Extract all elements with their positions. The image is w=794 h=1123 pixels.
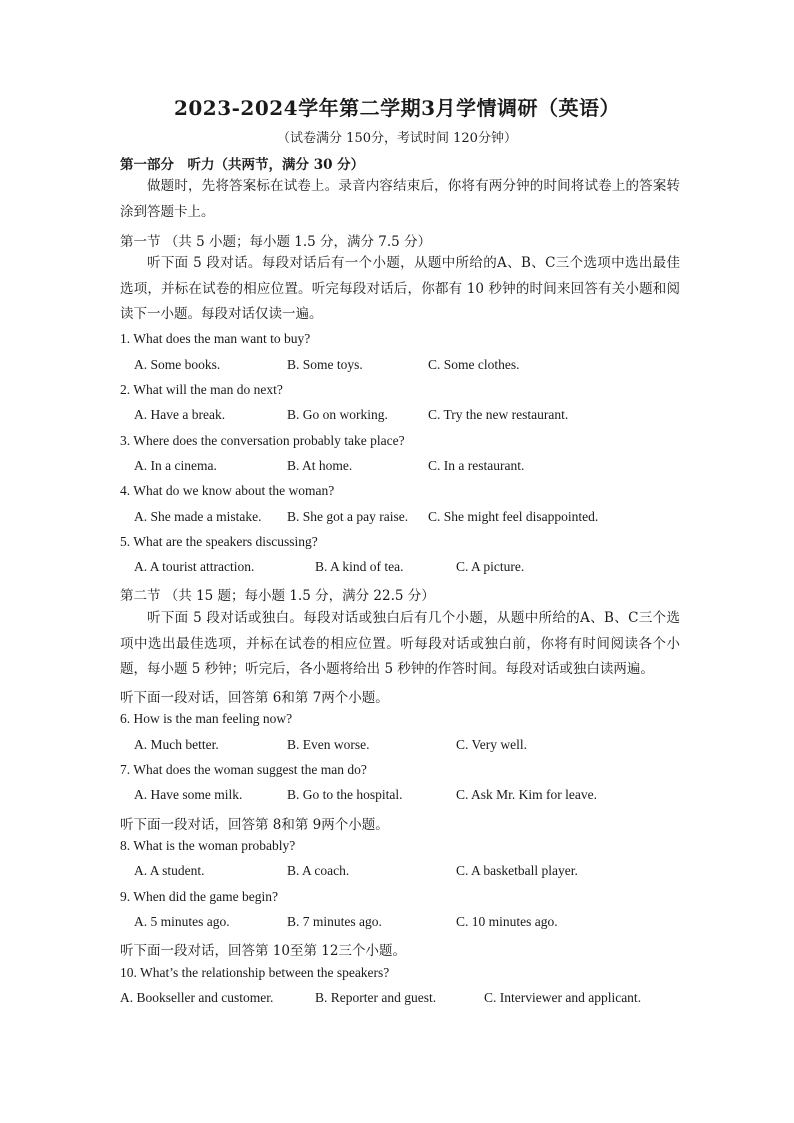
question-10: 10. What’s the relationship between the speakers? [120, 965, 390, 980]
option-8c: C. A basketball player. [456, 863, 578, 878]
question-4: 4. What do we know about the woman? [120, 483, 335, 498]
section1-heading: 第一节 （共 5 小题；每小题 1.5 分，满分 7.5 分） [120, 234, 432, 250]
option-5a: A. A tourist attraction. [134, 559, 255, 574]
option-8b: B. A coach. [287, 863, 350, 878]
option-9c: C. 10 minutes ago. [456, 914, 558, 929]
question-2: 2. What will the man do next? [120, 382, 283, 397]
part1-heading: 第一部分 听力（共两节，满分 30 分） [120, 157, 365, 173]
part1-instruction: 做题时，先将答案标在试卷上。录音内容结束后，你将有两分钟的时间将试卷上的答案转涂到答题卡上。 [120, 178, 680, 220]
option-2c: C. Try the new restaurant. [428, 407, 569, 422]
option-7a: A. Have some milk. [134, 787, 243, 802]
option-3b: B. At home. [287, 458, 353, 473]
question-3: 3. Where does the conversation probably take place? [120, 433, 405, 448]
section2-heading: 第二节 （共 15 题；每小题 1.5 分，满分 22.5 分） [120, 588, 435, 604]
option-6c: C. Very well. [456, 737, 527, 752]
note-q8-9: 听下面一段对话，回答第 8和第 9两个小题。 [120, 817, 389, 833]
option-3c: C. In a restaurant. [428, 458, 525, 473]
option-4c: C. She might feel disappointed. [428, 509, 599, 524]
option-4b: B. She got a pay raise. [287, 509, 409, 524]
question-8: 8. What is the woman probably? [120, 838, 296, 853]
option-10a: A. Bookseller and customer. [120, 990, 274, 1005]
option-10b: B. Reporter and guest. [315, 990, 437, 1005]
option-1b: B. Some toys. [287, 357, 363, 372]
question-6: 6. How is the man feeling now? [120, 711, 293, 726]
option-2a: A. Have a break. [134, 407, 226, 422]
option-7c: C. Ask Mr. Kim for leave. [456, 787, 597, 802]
option-5c: C. A picture. [456, 559, 525, 574]
section2-instruction: 听下面 5 段对话或独白。每段对话或独白后有几个小题，从题中所给的A、B、C三个选项中选出最佳选项，并标在试卷的相应位置。听每段对话或独白前，你将有时间阅读各个小题，每小题 5 秒钟；听完后，各小题将给出 5 秒钟的作答时间。每段对话或独白读两遍。 [120, 610, 680, 677]
option-2b: B. Go on working. [287, 407, 388, 422]
question-7: 7. What does the woman suggest the man do? [120, 762, 367, 777]
exam-subtitle: （试卷满分 150分，考试时间 120分钟） [277, 131, 517, 146]
option-3a: A. In a cinema. [134, 458, 217, 473]
option-9b: B. 7 minutes ago. [287, 914, 382, 929]
note-q10-12: 听下面一段对话，回答第 10至第 12三个小题。 [120, 943, 406, 959]
question-5: 5. What are the speakers discussing? [120, 534, 318, 549]
section1-instruction: 听下面 5 段对话。每段对话后有一个小题，从题中所给的A、B、C三个选项中选出最佳选项，并标在试卷的相应位置。听完每段对话后，你都有 10 秒钟的时间来回答有关小题和阅读下一小题。每段对话仅读一遍。 [120, 255, 680, 322]
option-9a: A. 5 minutes ago. [134, 914, 230, 929]
option-5b: B. A kind of tea. [315, 559, 404, 574]
option-1a: A. Some books. [134, 357, 221, 372]
exam-title: 2023-2024学年第二学期3月学情调研（英语） [173, 96, 621, 120]
note-q6-7: 听下面一段对话，回答第 6和第 7两个小题。 [120, 690, 389, 706]
option-6a: A. Much better. [134, 737, 219, 752]
option-6b: B. Even worse. [287, 737, 370, 752]
question-1: 1. What does the man want to buy? [120, 331, 311, 346]
option-7b: B. Go to the hospital. [287, 787, 403, 802]
question-9: 9. When did the game begin? [120, 889, 278, 904]
option-10c: C. Interviewer and applicant. [484, 990, 642, 1005]
option-1c: C. Some clothes. [428, 357, 520, 372]
option-8a: A. A student. [134, 863, 205, 878]
option-4a: A. She made a mistake. [134, 509, 262, 524]
